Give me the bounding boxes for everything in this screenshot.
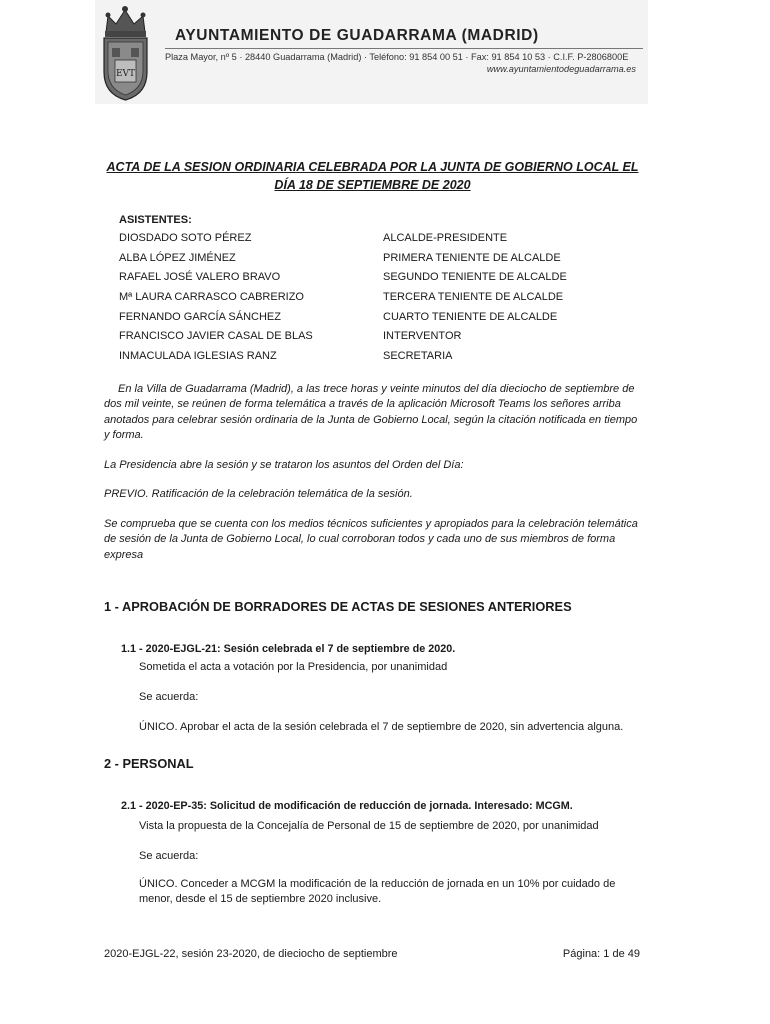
attendee-name: RAFAEL JOSÉ VALERO BRAVO	[119, 271, 281, 284]
document-title-line-1: ACTA DE LA SESION ORDINARIA CELEBRADA POR LA JUNTA DE GOBIERNO LOCAL EL	[106, 160, 639, 174]
document-title	[100, 158, 645, 194]
attendee-role: INTERVENTOR	[383, 330, 462, 343]
attendee-row	[119, 330, 639, 350]
letterhead-address: Plaza Mayor, nº 5 · 28440 Guadarrama (Madrid) · Teléfono: 91 854 00 51 · Fax: 91 854 10 53 · C.I.F. P-2806800E	[165, 52, 629, 62]
section-heading-1: 1 - APROBACIÓN DE BORRADORES DE ACTAS DE SESIONES ANTERIORES	[104, 599, 572, 614]
section-heading-2: 2 - PERSONAL	[104, 756, 194, 771]
footer-page-number: Página: 1 de 49	[562, 948, 640, 960]
attendees-heading: ASISTENTES:	[119, 214, 192, 226]
attendee-role: TERCERA TENIENTE DE ALCALDE	[383, 291, 564, 304]
attendee-row	[119, 252, 639, 272]
item-heading-1-1: 1.1 - 2020-EJGL-21: Sesión celebrada el 7 de septiembre de 2020.	[121, 643, 456, 655]
attendee-name: INMACULADA IGLESIAS RANZ	[119, 350, 277, 363]
item-text: ÚNICO. Conceder a MCGM la modificación de la reducción de jornada en un 10% por cuidado de menor, desde el 15 de septiembre 2020 inclusive.	[139, 878, 616, 906]
letterhead-website: www.ayuntamientodeguadarrama.es	[486, 64, 636, 74]
item-heading-2-1: 2.1 - 2020-EP-35: Solicitud de modificación de reducción de jornada. Interesado: MCGM.	[121, 800, 573, 812]
letterhead-divider	[165, 48, 643, 49]
attendee-role: PRIMERA TENIENTE DE ALCALDE	[383, 251, 561, 264]
attendee-name: DIOSDADO SOTO PÉREZ	[119, 232, 252, 244]
attendee-name: FRANCISCO JAVIER CASAL DE BLAS	[119, 330, 313, 343]
document-title-line-2: DÍA 18 DE SEPTIEMBRE DE 2020	[274, 178, 471, 192]
item-text: Se acuerda:	[139, 691, 199, 703]
attendee-name: Mª LAURA CARRASCO CABRERIZO	[119, 291, 304, 304]
intro-paragraph: En la Villa de Guadarrama (Madrid), a las trece horas y veinte minutos del día dieciocho de septiembre de dos mil veinte, se reúnen de forma telemática a través de la aplicación Microsoft Teams los señores arriba anotados para celebrar sesión ordinaria de la Junta de Gobierno Local, según la citación notificada en tiempo y forma.	[104, 383, 638, 442]
letterhead-title: AYUNTAMIENTO DE GUADARRAMA (MADRID)	[175, 27, 539, 44]
attendee-role: CUARTO TENIENTE DE ALCALDE	[383, 310, 558, 323]
attendee-name: ALBA LÓPEZ JIMÉNEZ	[119, 251, 236, 264]
attendee-row	[119, 271, 639, 291]
attendee-row	[119, 350, 639, 370]
attendee-role: SECRETARIA	[383, 350, 453, 363]
attendee-name: FERNANDO GARCÍA SÁNCHEZ	[119, 310, 281, 323]
attendee-row	[119, 232, 639, 252]
item-text: ÚNICO. Aprobar el acta de la sesión celebrada el 7 de septiembre de 2020, sin advertencia alguna.	[139, 721, 624, 733]
attendee-row	[119, 311, 639, 331]
attendee-role: SEGUNDO TENIENTE DE ALCALDE	[383, 271, 567, 284]
item-text: Se acuerda:	[139, 850, 199, 862]
previo-paragraph: Se comprueba que se cuenta con los medios técnicos suficientes y apropiados para la celebración telemática de sesión de la Junta de Gobierno Local, lo cual corroboran todos y cada uno de sus miembros de forma expresa	[104, 518, 638, 561]
item-text: Vista la propuesta de la Concejalía de Personal de 15 de septiembre de 2020, por unanimidad	[139, 820, 599, 832]
opening-paragraph: La Presidencia abre la sesión y se trataron los asuntos del Orden del Día:	[104, 459, 464, 471]
letterhead	[95, 0, 648, 104]
footer-reference: 2020-EJGL-22, sesión 23-2020, de dieciocho de septiembre	[104, 948, 398, 960]
attendees-list	[119, 232, 639, 370]
attendee-role: ALCALDE-PRESIDENTE	[383, 232, 508, 244]
attendee-row	[119, 291, 639, 311]
coat-of-arms-icon	[98, 2, 153, 102]
crest-text: EVT	[115, 69, 136, 79]
item-text: Sometida el acta a votación por la Presidencia, por unanimidad	[139, 661, 448, 673]
previo-heading: PREVIO. Ratificación de la celebración telemática de la sesión.	[104, 488, 413, 500]
